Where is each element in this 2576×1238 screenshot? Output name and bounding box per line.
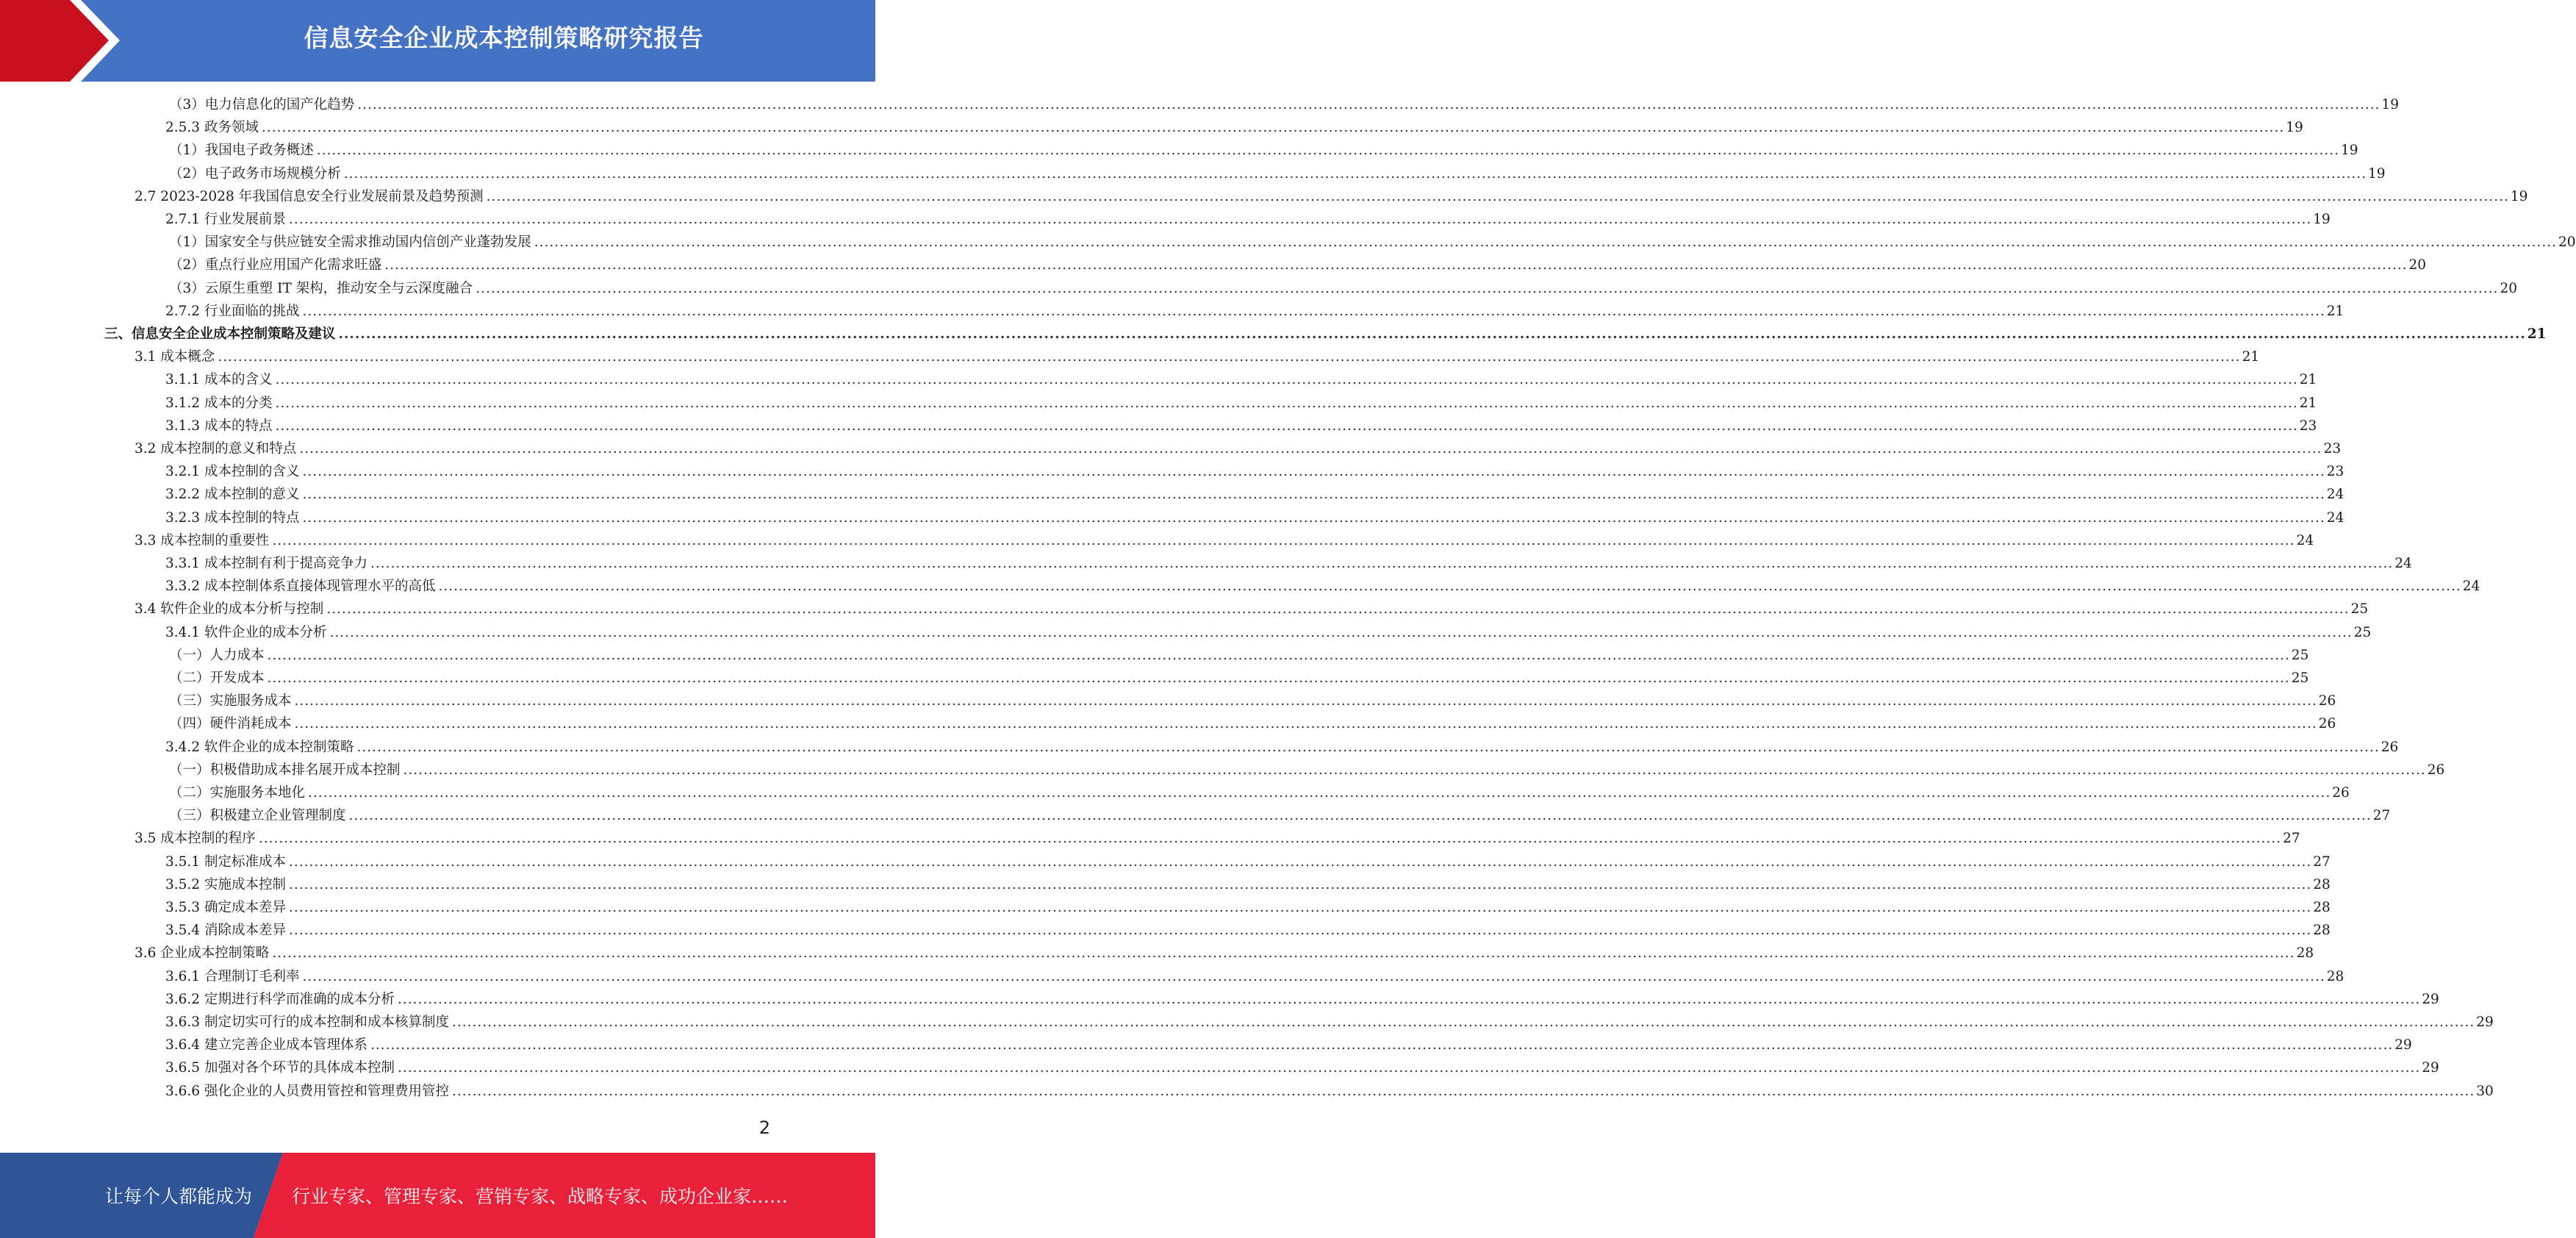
toc-entry-page: 20 xyxy=(2408,257,2427,273)
toc-entry-label: （一）积极借助成本排名展开成本控制 xyxy=(169,762,401,778)
toc-leader-dots: ................................................................................................................................................................................................................................................................................................................................................................................................................ xyxy=(370,556,2394,571)
toc-entry-label: 3.1.1 成本的含义 xyxy=(165,372,273,388)
toc-entry-page: 23 xyxy=(2299,418,2317,434)
toc-entry-page: 27 xyxy=(2283,831,2300,847)
toc-entry-label: （3）电力信息化的国产化趋势 xyxy=(169,97,355,112)
toc-entry[interactable] xyxy=(165,919,2331,942)
toc-leader-dots: ................................................................................................................................................................................................................................................................................................................................................................................................................ xyxy=(275,395,2298,411)
toc-leader-dots: ................................................................................................................................................................................................................................................................................................................................................................................................................ xyxy=(302,968,2325,984)
toc-entry[interactable] xyxy=(165,896,2331,919)
toc-entry-page: 24 xyxy=(2296,532,2314,548)
toc-leader-dots: ................................................................................................................................................................................................................................................................................................................................................................................................................ xyxy=(329,624,2353,640)
toc-entry-page: 25 xyxy=(2291,670,2309,686)
toc-entry[interactable] xyxy=(165,621,2372,644)
toc-entry-page: 30 xyxy=(2476,1083,2494,1099)
toc-leader-dots: ................................................................................................................................................................................................................................................................................................................................................................................................................ xyxy=(272,532,2295,548)
toc-entry-label: 3.6.3 制定切实可行的成本控制和成本核算制度 xyxy=(165,1015,449,1030)
toc-leader-dots: ................................................................................................................................................................................................................................................................................................................................................................................................................ xyxy=(476,280,2499,296)
toc-entry[interactable] xyxy=(165,1011,2494,1034)
toc-leader-dots: ................................................................................................................................................................................................................................................................................................................................................................................................................ xyxy=(370,1037,2394,1053)
toc-entry-page: 19 xyxy=(2368,165,2386,182)
footer-slogan-left: 让每个人都能成为 xyxy=(105,1186,253,1207)
toc-leader-dots: ................................................................................................................................................................................................................................................................................................................................................................................................................ xyxy=(288,876,2312,892)
toc-entry-page: 29 xyxy=(2422,991,2439,1007)
toc-entry-page: 29 xyxy=(2422,1060,2439,1076)
toc-entry[interactable] xyxy=(169,277,2517,300)
toc-entry[interactable] xyxy=(104,323,2547,346)
toc-entry-page: 20 xyxy=(2500,280,2517,296)
toc-leader-dots: ................................................................................................................................................................................................................................................................................................................................................................................................................ xyxy=(294,693,2317,709)
toc-entry-label: 三、信息安全企业成本控制策略及建议 xyxy=(104,326,336,342)
toc-entry-page: 20 xyxy=(2558,235,2576,251)
toc-entry[interactable] xyxy=(165,300,2344,323)
toc-entry-label: （二）实施服务本地化 xyxy=(169,785,306,801)
toc-entry-label: 3.6.4 建立完善企业成本管理体系 xyxy=(165,1037,367,1053)
toc-entry[interactable] xyxy=(165,575,2480,598)
toc-entry-page: 25 xyxy=(2350,601,2369,618)
toc-leader-dots: ................................................................................................................................................................................................................................................................................................................................................................................................................ xyxy=(308,785,2331,801)
toc-entry-label: 3.4 软件企业的成本分析与控制 xyxy=(134,601,324,618)
toc-entry-page: 19 xyxy=(2313,212,2331,227)
toc-entry-label: （四）硬件消耗成本 xyxy=(169,716,292,732)
toc-leader-dots: ................................................................................................................................................................................................................................................................................................................................................................................................................ xyxy=(299,441,2322,457)
toc-entry[interactable] xyxy=(165,368,2317,391)
toc-entry[interactable] xyxy=(165,1080,2494,1103)
toc-leader-dots: ................................................................................................................................................................................................................................................................................................................................................................................................................ xyxy=(451,1083,2475,1099)
toc-entry[interactable] xyxy=(134,529,2314,552)
toc-leader-dots: ................................................................................................................................................................................................................................................................................................................................................................................................................ xyxy=(288,212,2312,227)
toc-entry-page: 29 xyxy=(2394,1037,2412,1053)
toc-entry-label: 3.5.3 确定成本差异 xyxy=(165,900,286,915)
toc-leader-dots: ................................................................................................................................................................................................................................................................................................................................................................................................................ xyxy=(348,808,2372,824)
toc-leader-dots: ................................................................................................................................................................................................................................................................................................................................................................................................................ xyxy=(294,716,2317,732)
toc-entry[interactable] xyxy=(169,781,2350,804)
toc-entry-page: 21 xyxy=(2299,372,2317,388)
toc-leader-dots: ................................................................................................................................................................................................................................................................................................................................................................................................................ xyxy=(451,1015,2475,1030)
toc-entry[interactable] xyxy=(169,690,2336,712)
toc-entry-label: 3.6.2 定期进行科学而准确的成本分析 xyxy=(165,991,395,1007)
toc-entry[interactable] xyxy=(169,93,2400,116)
toc-entry-page: 25 xyxy=(2353,624,2372,640)
toc-entry[interactable] xyxy=(134,437,2342,460)
toc-entry-label: 3.4.1 软件企业的成本分析 xyxy=(165,624,327,640)
toc-entry[interactable] xyxy=(165,552,2412,575)
toc-entry[interactable] xyxy=(169,254,2427,276)
page-footer xyxy=(0,1153,875,1238)
toc-entry-label: 3.5.1 制定标准成本 xyxy=(165,854,286,870)
toc-entry-page: 19 xyxy=(2341,143,2358,159)
toc-entry[interactable] xyxy=(165,851,2331,873)
toc-leader-dots: ................................................................................................................................................................................................................................................................................................................................................................................................................ xyxy=(288,923,2312,939)
toc-leader-dots: ................................................................................................................................................................................................................................................................................................................................................................................................................ xyxy=(397,991,2421,1007)
toc-entry-label: （3）云原生重塑 IT 架构，推动安全与云深度融合 xyxy=(169,280,473,296)
toc-entry[interactable] xyxy=(134,598,2369,620)
toc-entry-label: 3.5 成本控制的程序 xyxy=(134,831,256,847)
toc-leader-dots: ................................................................................................................................................................................................................................................................................................................................................................................................................ xyxy=(258,831,2282,847)
toc-entry-page: 28 xyxy=(2296,945,2314,962)
toc-leader-dots: ................................................................................................................................................................................................................................................................................................................................................................................................................ xyxy=(218,349,2241,365)
toc-leader-dots: ................................................................................................................................................................................................................................................................................................................................................................................................................ xyxy=(267,647,2290,663)
toc-leader-dots: ................................................................................................................................................................................................................................................................................................................................................................................................................ xyxy=(288,900,2312,915)
toc-entry[interactable] xyxy=(165,415,2317,437)
toc-entry-label: 3.3 成本控制的重要性 xyxy=(134,532,270,548)
toc-entry[interactable] xyxy=(165,507,2344,529)
toc-entry-page: 24 xyxy=(2394,556,2412,571)
toc-entry-page: 26 xyxy=(2381,739,2399,755)
toc-entry-label: 3.3.2 成本控制体系直接体现管理水平的高低 xyxy=(165,579,436,595)
toc-leader-dots: ................................................................................................................................................................................................................................................................................................................................................................................................................ xyxy=(261,120,2285,136)
toc-leader-dots: ................................................................................................................................................................................................................................................................................................................................................................................................................ xyxy=(275,372,2298,388)
toc-entry[interactable] xyxy=(165,1056,2439,1079)
toc-entry-label: 2.7.2 行业面临的挑战 xyxy=(165,303,300,319)
toc-entry-label: 3.6 企业成本控制策略 xyxy=(134,945,270,962)
toc-leader-dots: ................................................................................................................................................................................................................................................................................................................................................................................................................ xyxy=(403,762,2426,778)
page-header xyxy=(0,0,875,82)
toc-entry-label: （三）实施服务成本 xyxy=(169,693,292,709)
toc-entry-label: （1）我国电子政务概述 xyxy=(169,143,314,159)
toc-entry-label: 3.2.1 成本控制的含义 xyxy=(165,464,300,480)
toc-leader-dots: ................................................................................................................................................................................................................................................................................................................................................................................................................ xyxy=(326,601,2350,618)
toc-entry[interactable] xyxy=(165,873,2331,896)
toc-entry-label: （2）电子政务市场规模分析 xyxy=(169,165,341,182)
toc-leader-dots: ................................................................................................................................................................................................................................................................................................................................................................................................................ xyxy=(267,670,2290,686)
toc-entry-page: 26 xyxy=(2318,716,2336,732)
toc-entry[interactable] xyxy=(165,116,2303,139)
toc-entry-page: 19 xyxy=(2286,120,2303,136)
toc-entry[interactable] xyxy=(165,392,2317,415)
toc-leader-dots: ................................................................................................................................................................................................................................................................................................................................................................................................................ xyxy=(316,143,2340,159)
toc-entry[interactable] xyxy=(165,736,2399,759)
toc-entry[interactable] xyxy=(169,231,2576,254)
toc-entry[interactable] xyxy=(169,712,2336,735)
toc-entry-label: 3.2.2 成本控制的意义 xyxy=(165,487,300,503)
toc-entry-page: 24 xyxy=(2326,487,2344,503)
toc-leader-dots: ................................................................................................................................................................................................................................................................................................................................................................................................................ xyxy=(288,854,2312,870)
toc-entry-label: 3.2.3 成本控制的特点 xyxy=(165,509,300,526)
toc-entry[interactable] xyxy=(169,644,2309,667)
footer-slogan-right: 行业专家、管理专家、营销专家、战略专家、成功企业家…… xyxy=(292,1186,789,1207)
toc-entry-label: （一）人力成本 xyxy=(169,647,265,663)
toc-entry-label: 3.6.1 合理制订毛利率 xyxy=(165,968,300,984)
toc-entry-page: 29 xyxy=(2476,1015,2494,1030)
toc-entry-label: 3.5.2 实施成本控制 xyxy=(165,876,286,892)
toc-entry-label: 3.1.2 成本的分类 xyxy=(165,395,273,411)
toc-entry-label: 3.4.2 软件企业的成本控制策略 xyxy=(165,739,354,755)
toc-entry-label: （三）积极建立企业管理制度 xyxy=(169,808,346,824)
toc-entry-page: 23 xyxy=(2323,441,2342,457)
toc-entry-page: 28 xyxy=(2313,900,2331,915)
toc-leader-dots: ................................................................................................................................................................................................................................................................................................................................................................................................................ xyxy=(338,326,2526,342)
toc-entry[interactable] xyxy=(134,346,2260,368)
toc-leader-dots: ................................................................................................................................................................................................................................................................................................................................................................................................................ xyxy=(272,945,2295,962)
toc-leader-dots: ................................................................................................................................................................................................................................................................................................................................................................................................................ xyxy=(302,487,2325,503)
toc-entry[interactable] xyxy=(165,988,2439,1011)
toc-entry-label: 3.6.6 强化企业的人员费用管控和管理费用管控 xyxy=(165,1083,449,1099)
toc-leader-dots: ................................................................................................................................................................................................................................................................................................................................................................................................................ xyxy=(397,1060,2421,1076)
toc-leader-dots: ................................................................................................................................................................................................................................................................................................................................................................................................................ xyxy=(384,257,2408,273)
toc-entry-label: 3.5.4 消除成本差异 xyxy=(165,923,286,939)
toc-entry-page: 21 xyxy=(2299,395,2317,411)
toc-entry[interactable] xyxy=(134,942,2314,965)
toc-entry[interactable] xyxy=(165,483,2344,506)
toc-entry[interactable] xyxy=(165,208,2331,231)
report-title: 信息安全企业成本控制策略研究报告 xyxy=(304,24,704,52)
toc-entry[interactable] xyxy=(169,139,2358,162)
toc-entry-page: 21 xyxy=(2242,349,2260,365)
toc-entry-page: 23 xyxy=(2326,464,2344,480)
toc-entry-label: 3.1 成本概念 xyxy=(134,349,215,365)
toc-entry-page: 21 xyxy=(2527,326,2547,342)
toc-entry-label: （1）国家安全与供应链安全需求推动国内信创产业蓬勃发展 xyxy=(169,235,531,251)
toc-entry-page: 26 xyxy=(2318,693,2336,709)
toc-entry-label: 2.7 2023-2028 年我国信息安全行业发展前景及趋势预测 xyxy=(134,188,484,204)
toc-entry-label: 3.1.3 成本的特点 xyxy=(165,418,273,434)
toc-leader-dots: ................................................................................................................................................................................................................................................................................................................................................................................................................ xyxy=(302,509,2325,526)
toc-entry-label: （二）开发成本 xyxy=(169,670,265,686)
toc-leader-dots: ................................................................................................................................................................................................................................................................................................................................................................................................................ xyxy=(275,418,2298,434)
toc-entry-page: 26 xyxy=(2332,785,2350,801)
toc-entry-label: 2.7.1 行业发展前景 xyxy=(165,212,286,227)
toc-entry-page: 28 xyxy=(2313,923,2331,939)
toc-entry[interactable] xyxy=(134,185,2528,208)
toc-entry[interactable] xyxy=(134,827,2300,850)
toc-entry-page: 24 xyxy=(2462,579,2480,595)
toc-entry-label: 3.3.1 成本控制有利于提高竞争力 xyxy=(165,556,367,571)
page-number: 2 xyxy=(758,1117,770,1138)
toc-leader-dots: ................................................................................................................................................................................................................................................................................................................................................................................................................ xyxy=(438,579,2461,595)
toc-leader-dots: ................................................................................................................................................................................................................................................................................................................................................................................................................ xyxy=(534,235,2558,251)
toc-entry-label: 3.2 成本控制的意义和特点 xyxy=(134,441,297,457)
toc-entry-page: 27 xyxy=(2313,854,2331,870)
toc-entry[interactable] xyxy=(165,460,2344,483)
toc-entry-page: 19 xyxy=(2381,97,2400,112)
toc-entry-page: 26 xyxy=(2427,762,2445,778)
toc-entry-page: 24 xyxy=(2326,509,2344,526)
toc-entry-page: 19 xyxy=(2510,188,2528,204)
toc-leader-dots: ................................................................................................................................................................................................................................................................................................................................................................................................................ xyxy=(343,165,2367,182)
toc-entry[interactable] xyxy=(165,1034,2412,1056)
toc-entry-label: 2.5.3 政务领域 xyxy=(165,120,259,136)
toc-leader-dots: ................................................................................................................................................................................................................................................................................................................................................................................................................ xyxy=(302,464,2325,480)
toc-entry-page: 21 xyxy=(2326,303,2344,319)
toc-entry[interactable] xyxy=(169,667,2309,690)
toc-leader-dots: ................................................................................................................................................................................................................................................................................................................................................................................................................ xyxy=(486,188,2509,204)
toc-leader-dots: ................................................................................................................................................................................................................................................................................................................................................................................................................ xyxy=(357,97,2381,112)
toc-entry-page: 28 xyxy=(2326,968,2344,984)
toc-entry[interactable] xyxy=(165,965,2344,988)
toc-leader-dots: ................................................................................................................................................................................................................................................................................................................................................................................................................ xyxy=(356,739,2380,755)
toc-entry[interactable] xyxy=(169,162,2386,185)
toc-entry-label: （2）重点行业应用国产化需求旺盛 xyxy=(169,257,382,273)
toc-entry-page: 27 xyxy=(2372,808,2391,824)
toc-leader-dots: ................................................................................................................................................................................................................................................................................................................................................................................................................ xyxy=(302,303,2325,319)
toc-entry[interactable] xyxy=(169,804,2391,827)
toc-entry-page: 28 xyxy=(2313,876,2331,892)
toc-entry-page: 25 xyxy=(2291,647,2309,663)
toc-entry[interactable] xyxy=(169,759,2445,781)
toc-entry-label: 3.6.5 加强对各个环节的具体成本控制 xyxy=(165,1060,395,1076)
